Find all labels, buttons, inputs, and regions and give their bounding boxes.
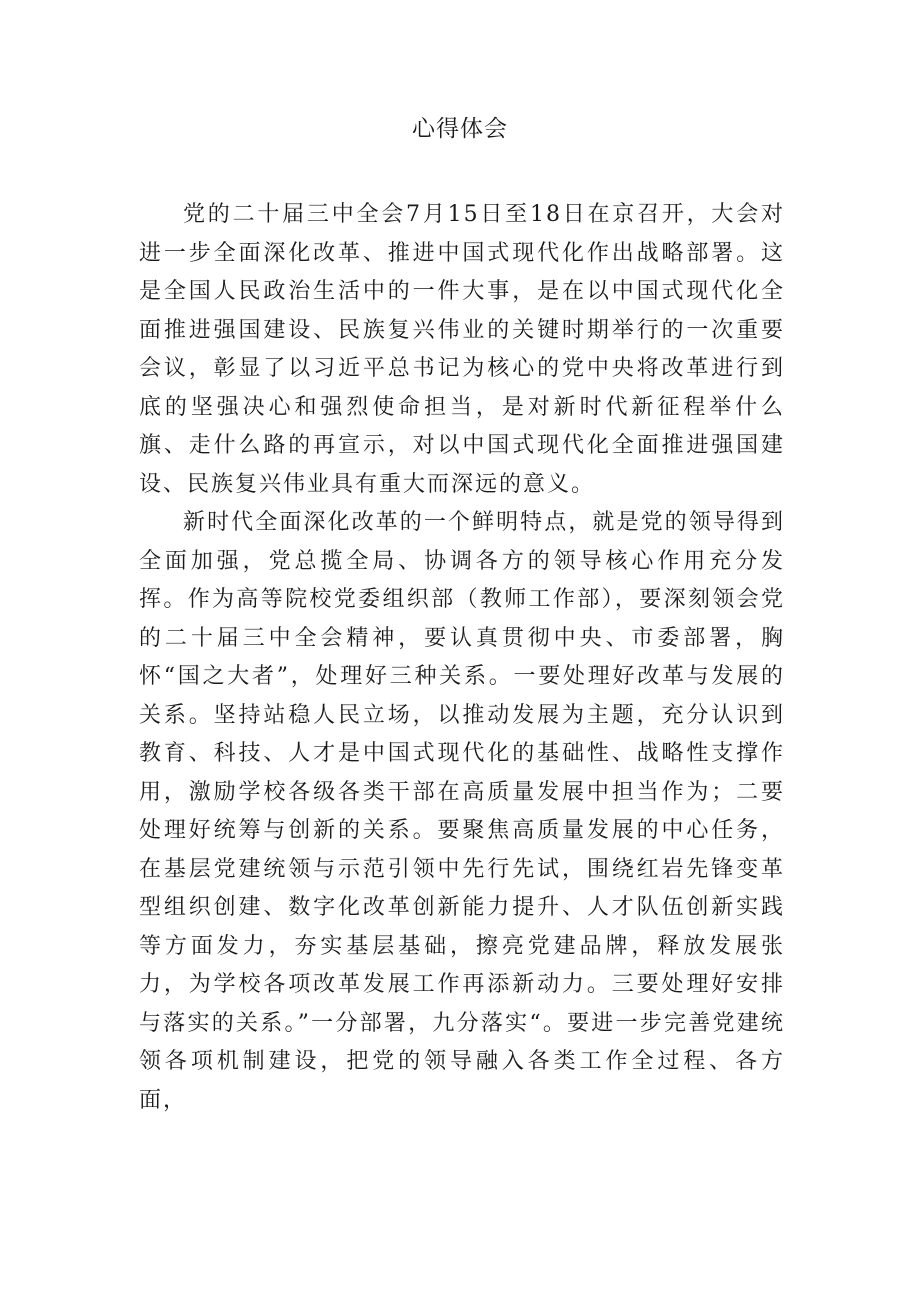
document-title: 心得体会	[412, 116, 508, 142]
paragraph-2: 新时代全面深化改革的一个鲜明特点，就是党的领导得到全面加强，党总揽全局、协调各方的领导核心作用充分发挥。作为高等院校党委组织部（教师工作部），要深刻领会党的二十届三中全会精神，要认真贯彻中央、市委部署，胸怀“国之大者”，处理好三种关系。一要处理好改革与发展的关系。坚持站稳人民立场，以推动发展为主题，充分认识到教育、科技、人才是中国式现代化的基础性、战略性支撑作用，激励学校各级各类干部在高质量发展中担当作为；二要处理好统筹与创新的关系。要聚焦高质量发展的中心任务，在基层党建统领与示范引领中先行先试，围绕红岩先锋变革型组织创建、数字化改革创新能力提升、人才队伍创新实践等方面发力，夯实基层基础，擦亮党建品牌，释放发展张力，为学校各项改革发展工作再添新动力。三要处理好安排与落实的关系。”一分部署，九分落实“。要进一步完善党建统领各项机制建设，把党的领导融入各类工作全过程、各方面，	[139, 510, 785, 1113]
paragraph-1: 党的二十届三中全会7月15日至18日在京召开，大会对进一步全面深化改革、推进中国式现代化作出战略部署。这是全国人民政治生活中的一件大事，是在以中国式现代化全面推进强国建设、民族复兴伟业的关键时期举行的一次重要会议，彰显了以习近平总书记为核心的党中央将改革进行到底的坚强决心和强烈使命担当，是对新时代新征程举什么旗、走什么路的再宣示，对以中国式现代化全面推进强国建设、民族复兴伟业具有重大而深远的意义。	[139, 202, 785, 497]
document-body	[139, 196, 785, 1120]
